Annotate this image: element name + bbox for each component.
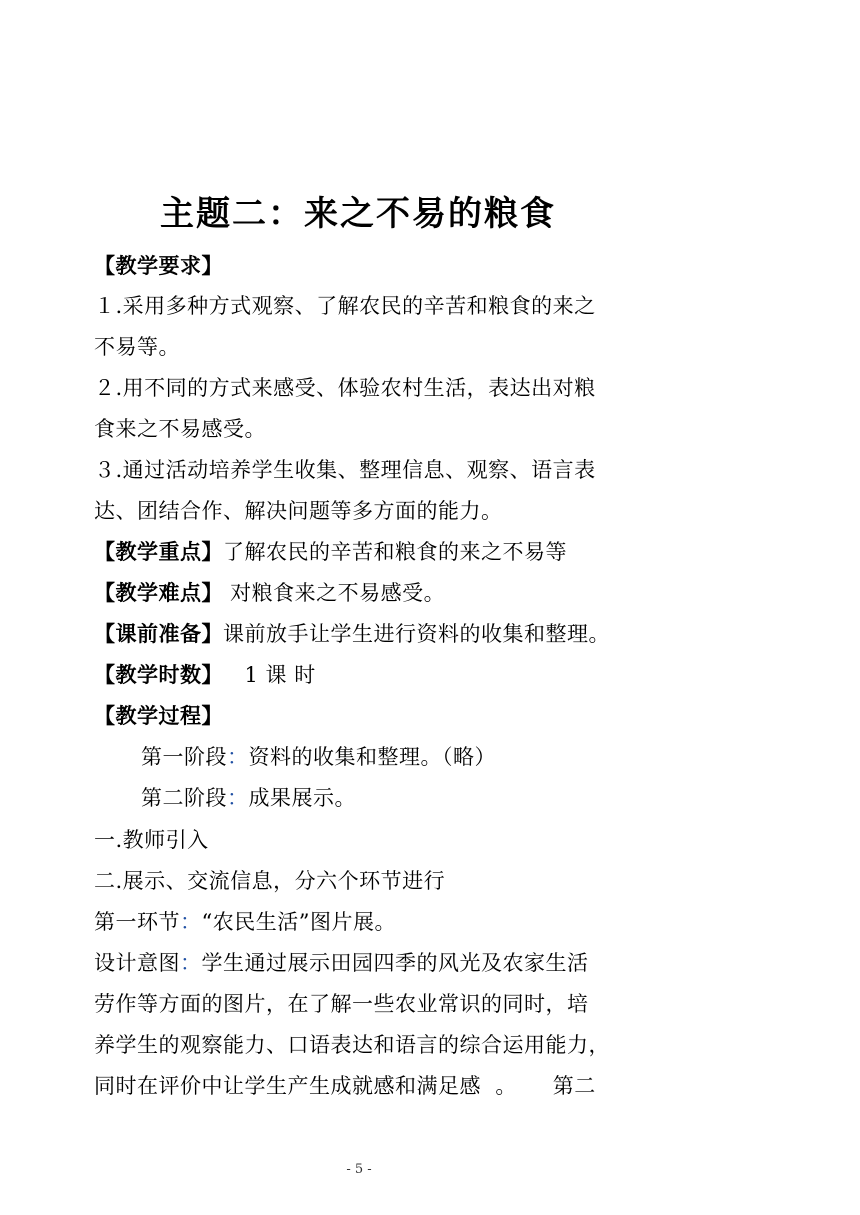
link-1-label: 第一环节 bbox=[94, 910, 180, 934]
design-intent-line-2: 劳作等方面的图片，在了解一些农业常识的同时，培 bbox=[94, 992, 589, 1016]
page-title: 主题二：来之不易的粮食 bbox=[160, 194, 556, 234]
key-points-text: 了解农民的辛苦和粮食的来之不易等 bbox=[223, 540, 567, 564]
stage-1-colon: ： bbox=[227, 745, 249, 769]
preparation-row bbox=[94, 620, 610, 648]
requirement-1-line-2: 不易等。 bbox=[94, 335, 180, 359]
hours-heading: 【教学时数】 bbox=[94, 663, 223, 687]
design-intent-text: 学生通过展示田园四季的风光及农家生活 bbox=[201, 951, 589, 975]
design-intent-colon: ： bbox=[180, 951, 202, 975]
link-1-text: “农民生活”图片展。 bbox=[201, 910, 396, 934]
link-1-colon: ： bbox=[180, 910, 202, 934]
stage-2-text: 成果展示。 bbox=[248, 786, 356, 810]
preparation-heading: 【课前准备】 bbox=[94, 622, 223, 646]
requirement-1-line-1: １.采用多种方式观察、了解农民的辛苦和粮食的来之 bbox=[94, 294, 596, 318]
key-points-heading: 【教学重点】 bbox=[94, 540, 223, 564]
stage-2-row bbox=[141, 784, 356, 812]
key-points-row bbox=[94, 538, 567, 566]
preparation-text: 课前放手让学生进行资料的收集和整理。 bbox=[223, 622, 610, 646]
hours-row bbox=[94, 661, 316, 689]
process-heading: 【教学过程】 bbox=[94, 704, 223, 728]
requirement-2-line-2: 食来之不易感受。 bbox=[94, 417, 266, 441]
hours-text: 1 课 时 bbox=[223, 663, 316, 687]
step-two: 二.展示、交流信息，分六个环节进行 bbox=[94, 869, 446, 893]
design-intent-line-1 bbox=[94, 949, 589, 977]
stage-1-row bbox=[141, 743, 496, 771]
stage-2-colon: ： bbox=[227, 786, 249, 810]
requirement-2-line-1: ２.用不同的方式来感受、体验农村生活，表达出对粮 bbox=[94, 376, 596, 400]
design-intent-line-3: 养学生的观察能力、口语表达和语言的综合运用能力， bbox=[94, 1033, 610, 1057]
design-intent-label: 设计意图 bbox=[94, 951, 180, 975]
difficulty-heading: 【教学难点】 bbox=[94, 581, 223, 605]
stage-2-label: 第二阶段 bbox=[141, 786, 227, 810]
design-intent-line-4: 同时在评价中让学生产生成就感和满足感 。 第二 bbox=[94, 1074, 596, 1098]
link-1-row bbox=[94, 908, 396, 936]
requirement-3-line-1: ３.通过活动培养学生收集、整理信息、观察、语言表 bbox=[94, 458, 596, 482]
page-number: - 5 - bbox=[346, 1162, 372, 1177]
step-one: 一.教师引入 bbox=[94, 828, 209, 852]
requirements-heading: 【教学要求】 bbox=[94, 254, 223, 278]
stage-1-label: 第一阶段 bbox=[141, 745, 227, 769]
difficulty-row bbox=[94, 579, 445, 607]
difficulty-text: 对粮食来之不易感受。 bbox=[223, 581, 446, 605]
requirement-3-line-2: 达、团结合作、解决问题等多方面的能力。 bbox=[94, 499, 503, 523]
stage-1-text: 资料的收集和整理。（略） bbox=[248, 745, 496, 769]
